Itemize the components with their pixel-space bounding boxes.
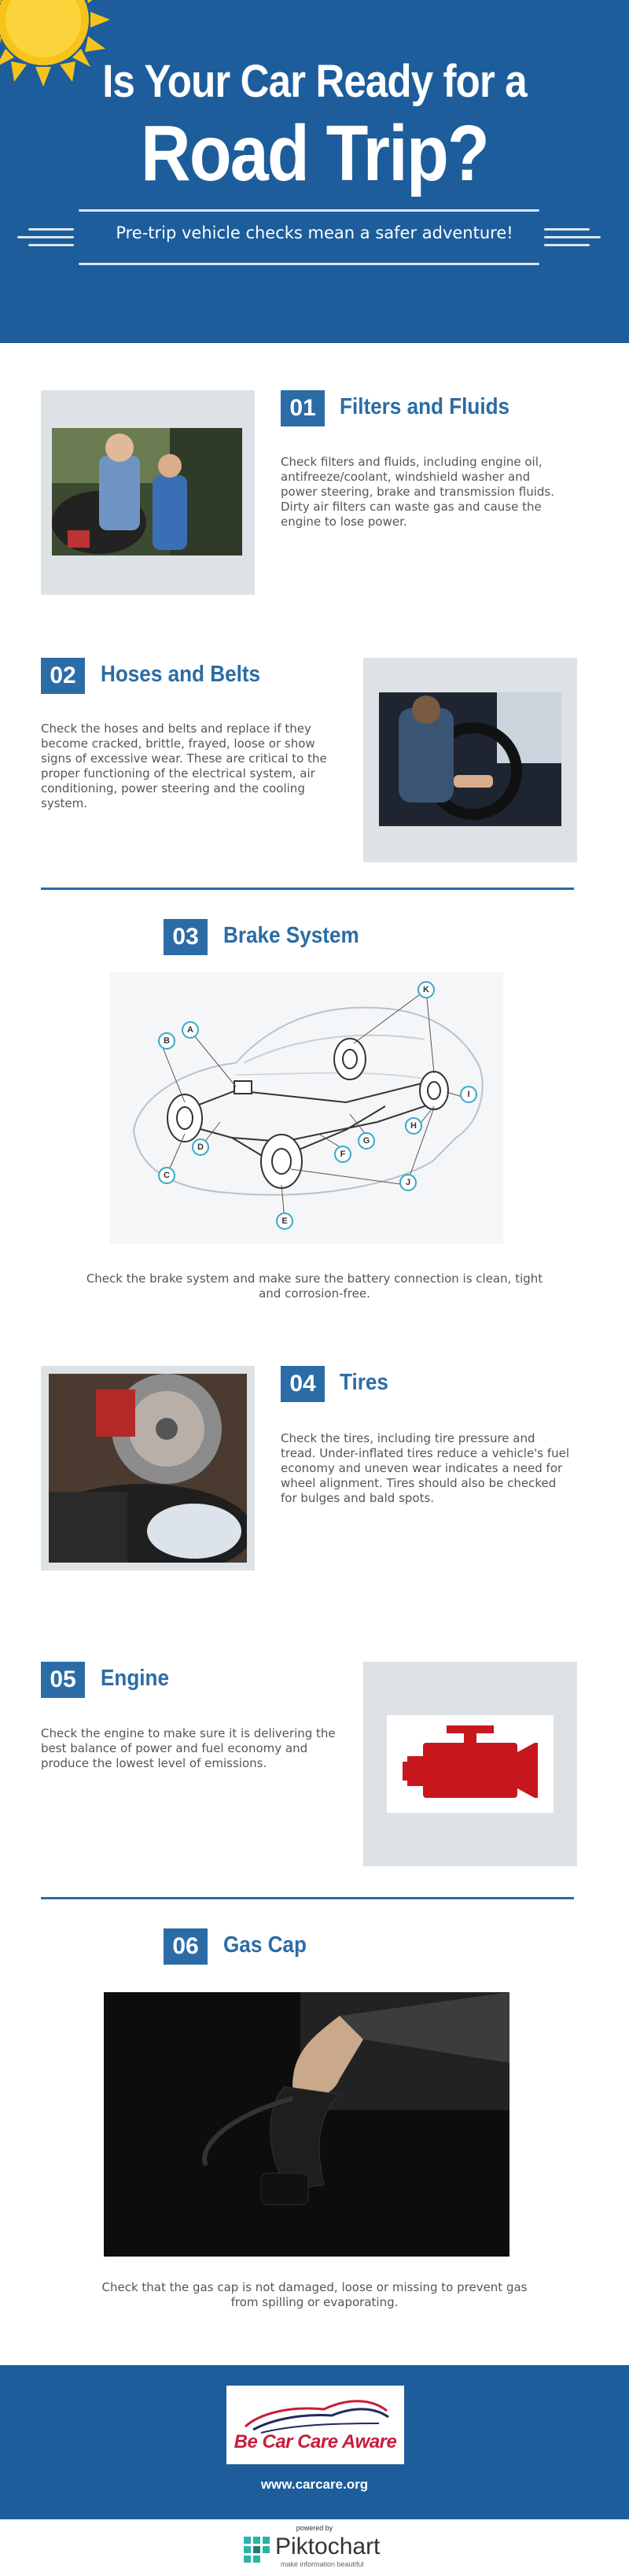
engine-icon	[399, 1721, 541, 1807]
gas-cap-photo	[104, 1992, 509, 2257]
section-text-filters: Check filters and fluids, including engine oil, antifreeze/coolant, windshield washer and power steering, brake and transmission fluids. Dirty air filters can waste gas and cause the engine to lose power.	[281, 455, 555, 529]
piktochart-wordmark[interactable]: Piktochart	[275, 2534, 381, 2559]
brake-label-j: J	[399, 1174, 417, 1191]
section-number-04: 04	[281, 1366, 325, 1402]
section-text-hoses: Check the hoses and belts and replace if they become cracked, brittle, frayed, loose or show signs of excessive wear. These are critical to the proper functioning of the electrical system, air conditioning, power steering and the cooling system.	[41, 722, 327, 810]
section-title-hoses: Hoses and Belts	[101, 662, 261, 687]
section-title-engine: Engine	[101, 1666, 170, 1691]
hoses-photo	[379, 692, 561, 826]
section-text-gas-cap: Check that the gas cap is not damaged, loose or missing to prevent gas from spilling or evaporating.	[101, 2280, 528, 2309]
section-number-05: 05	[41, 1662, 85, 1698]
section-text-brakes: Check the brake system and make sure the battery connection is clean, tight and corrosion-free.	[86, 1271, 543, 1301]
section-title-gas-cap: Gas Cap	[223, 1932, 307, 1958]
filters-photo	[52, 428, 242, 555]
car-silhouette-icon	[237, 2389, 395, 2436]
brake-label-d: D	[192, 1139, 209, 1156]
brake-label-f: F	[334, 1146, 351, 1163]
car-care-aware-logo	[226, 2386, 404, 2464]
section-number-06: 06	[164, 1928, 208, 1965]
logo-text: Be Car Care Aware	[234, 2431, 397, 2452]
page-subtitle: Pre-trip vehicle checks mean a safer adventure!	[116, 223, 513, 242]
powered-by-label: powered by	[296, 2524, 333, 2532]
filters-photo-frame	[41, 390, 255, 595]
banner-line	[28, 244, 74, 246]
brake-label-h: H	[405, 1117, 422, 1135]
website-link[interactable]: www.carcare.org	[260, 2477, 369, 2492]
page-title-line1: Is Your Car Ready for a	[102, 56, 527, 107]
tires-photo-frame	[41, 1366, 255, 1570]
section-number-02: 02	[41, 658, 85, 694]
brake-label-b: B	[158, 1032, 175, 1050]
hoses-photo-frame	[363, 658, 577, 862]
tires-photo	[49, 1374, 247, 1563]
brake-system-diagram	[110, 972, 503, 1244]
header-banner	[0, 0, 629, 343]
piktochart-tagline: make information beautiful	[281, 2560, 364, 2568]
page-title-line2: Road Trip?	[141, 109, 488, 197]
section-divider	[41, 1897, 574, 1899]
brake-label-e: E	[276, 1212, 293, 1230]
section-text-tires: Check the tires, including tire pressure and tread. Under-inflated tires reduce a vehicle's fuel economy and uneven wear indicates a need for wheel alignment. Tires should also be checked for bulges and bald spots.	[281, 1431, 570, 1505]
brake-label-c: C	[158, 1167, 175, 1184]
section-divider	[41, 888, 574, 890]
piktochart-logo-icon	[242, 2535, 272, 2565]
banner-line	[79, 209, 539, 212]
brake-label-k: K	[417, 981, 435, 998]
brake-label-a: A	[182, 1021, 199, 1039]
brake-label-i: I	[460, 1086, 477, 1103]
section-title-brakes: Brake System	[223, 923, 359, 948]
section-title-tires: Tires	[340, 1370, 388, 1395]
section-title-filters: Filters and Fluids	[340, 394, 510, 419]
brake-label-g: G	[358, 1132, 375, 1150]
engine-icon-frame	[363, 1662, 577, 1866]
banner-line	[79, 263, 539, 265]
section-text-engine: Check the engine to make sure it is delivering the best balance of power and fuel economy and produce the lowest level of emissions.	[41, 1726, 336, 1770]
section-number-03: 03	[164, 919, 208, 955]
banner-line	[544, 244, 590, 246]
section-number-01: 01	[281, 390, 325, 426]
